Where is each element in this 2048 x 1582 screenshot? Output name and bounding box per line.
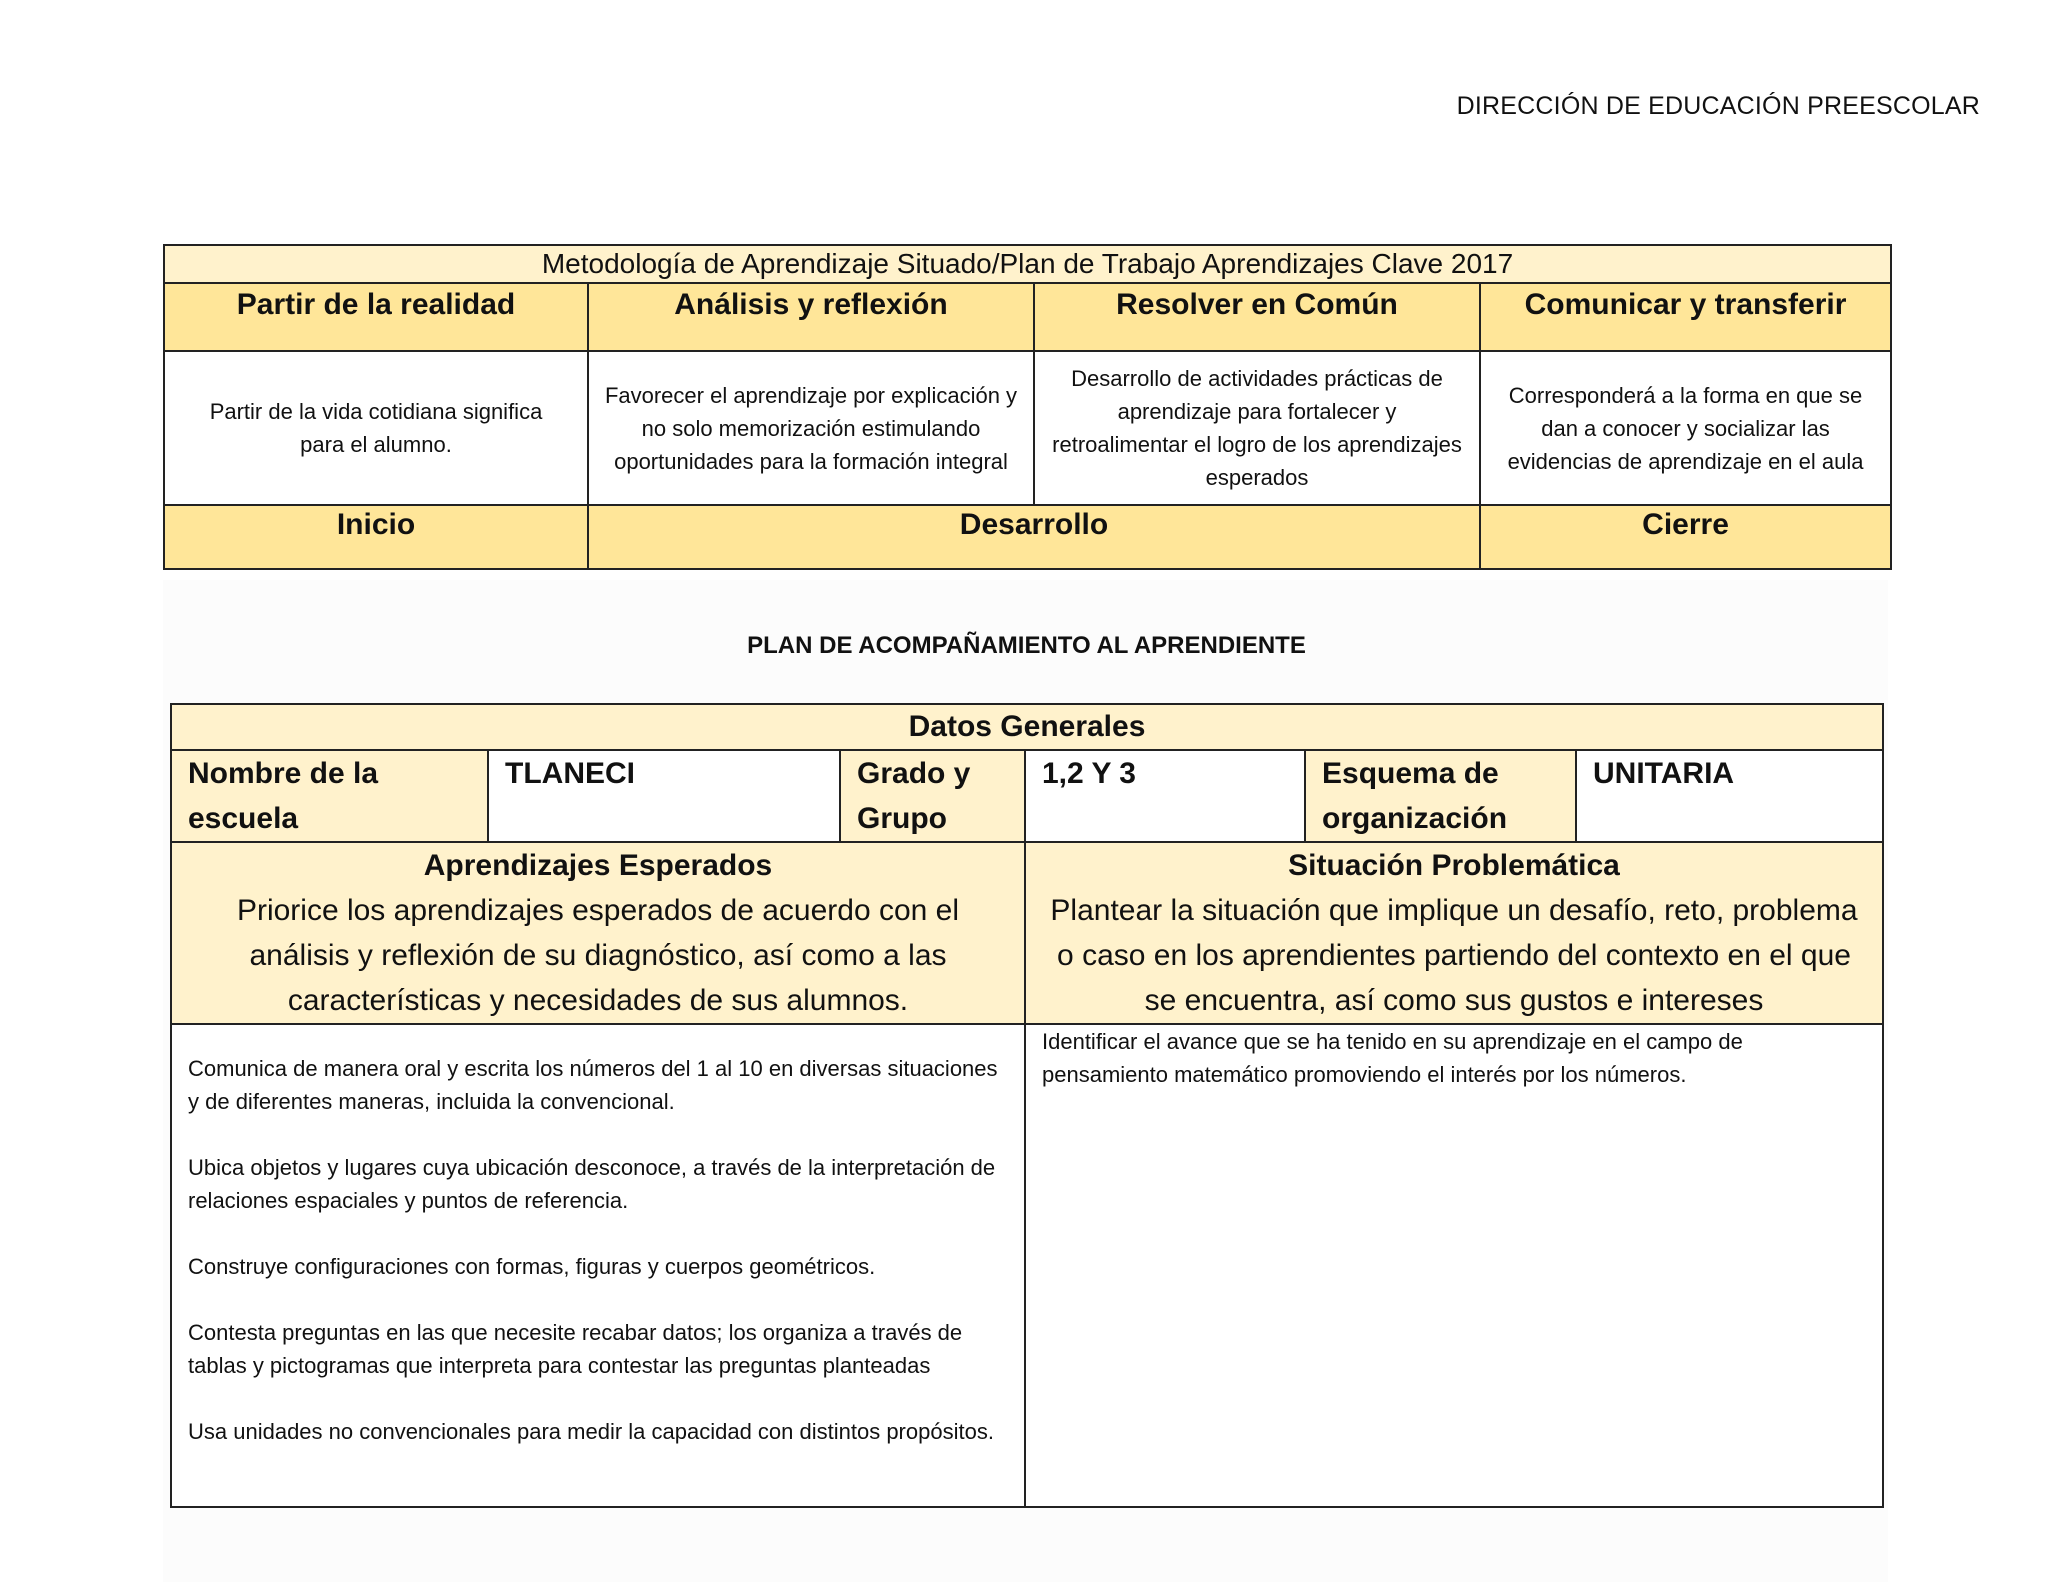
plan-title: PLAN DE ACOMPAÑAMIENTO AL APRENDIENTE (747, 632, 1306, 659)
desc-analisis-reflexion: Favorecer el aprendizaje por explicación y no solo memorización estimulando oportunidades para la formación integral (588, 351, 1034, 505)
heading-comunicar-transferir: Comunicar y transferir (1480, 283, 1891, 351)
grade-group-label: Grado y Grupo (840, 750, 1025, 842)
school-name-value: TLANECI (488, 750, 840, 842)
desc-resolver-comun: Desarrollo de actividades prácticas de aprendizaje para fortalecer y retroalimentar el logro de los aprendizajes esperados (1034, 351, 1480, 505)
desc-partir-realidad: Partir de la vida cotidiana significa para el alumno. (164, 351, 588, 505)
desc-comunicar-transferir: Corresponderá a la forma en que se dan a conocer y socializar las evidencias de aprendizaje en el aula (1480, 351, 1891, 505)
learning-item: Usa unidades no convencionales para medir la capacidad con distintos propósitos. (188, 1419, 994, 1444)
grade-group-value: 1,2 Y 3 (1025, 750, 1305, 842)
expected-learning-title: Aprendizajes Esperados (423, 849, 773, 882)
phase-inicio: Inicio (164, 505, 588, 569)
learning-item: Construye configuraciones con formas, figuras y cuerpos geométricos. (188, 1254, 876, 1279)
methodology-title: Metodología de Aprendizaje Situado/Plan de Trabajo Aprendizajes Clave 2017 (164, 245, 1891, 283)
department-header: DIRECCIÓN DE EDUCACIÓN PREESCOLAR (1456, 92, 1980, 120)
heading-partir-realidad: Partir de la realidad (164, 283, 588, 351)
problem-situation-header (1025, 842, 1883, 1024)
school-name-label: Nombre de la escuela (171, 750, 488, 842)
problem-situation-content (1025, 1024, 1883, 1507)
expected-learning-list (171, 1024, 1025, 1507)
problem-situation-instruction: Plantear la situación que implique un desafío, reto, problema o caso en los aprendientes partiendo del contexto en el que se encuentra, así como sus gustos e intereses (1050, 894, 1858, 1017)
learning-item: Contesta preguntas en las que necesite recabar datos; los organiza a través de tablas y pictogramas que interpreta para contestar las preguntas planteadas (188, 1320, 963, 1378)
learning-item: Comunica de manera oral y escrita los números del 1 al 10 en diversas situaciones y de diferentes maneras, incluida la convencional. (188, 1056, 998, 1114)
heading-resolver-comun: Resolver en Común (1034, 283, 1480, 351)
organization-scheme-label: Esquema de organización (1305, 750, 1576, 842)
problem-situation-text: Identificar el avance que se ha tenido en su aprendizaje en el campo de pensamiento matemático promoviendo el interés por los números. (1042, 1029, 1743, 1087)
general-data-table (170, 703, 1884, 1508)
general-data-title: Datos Generales (171, 704, 1883, 750)
problem-situation-title: Situación Problemática (1288, 849, 1620, 882)
heading-analisis-reflexion: Análisis y reflexión (588, 283, 1034, 351)
expected-learning-header (171, 842, 1025, 1024)
expected-learning-instruction: Priorice los aprendizajes esperados de acuerdo con el análisis y reflexión de su diagnóstico, así como a las características y necesidades de sus alumnos. (236, 894, 960, 1017)
organization-scheme-value: UNITARIA (1576, 750, 1883, 842)
phase-desarrollo: Desarrollo (588, 505, 1480, 569)
methodology-table (163, 244, 1892, 570)
phase-cierre: Cierre (1480, 505, 1891, 569)
learning-item: Ubica objetos y lugares cuya ubicación desconoce, a través de la interpretación de relaciones espaciales y puntos de referencia. (188, 1155, 996, 1213)
